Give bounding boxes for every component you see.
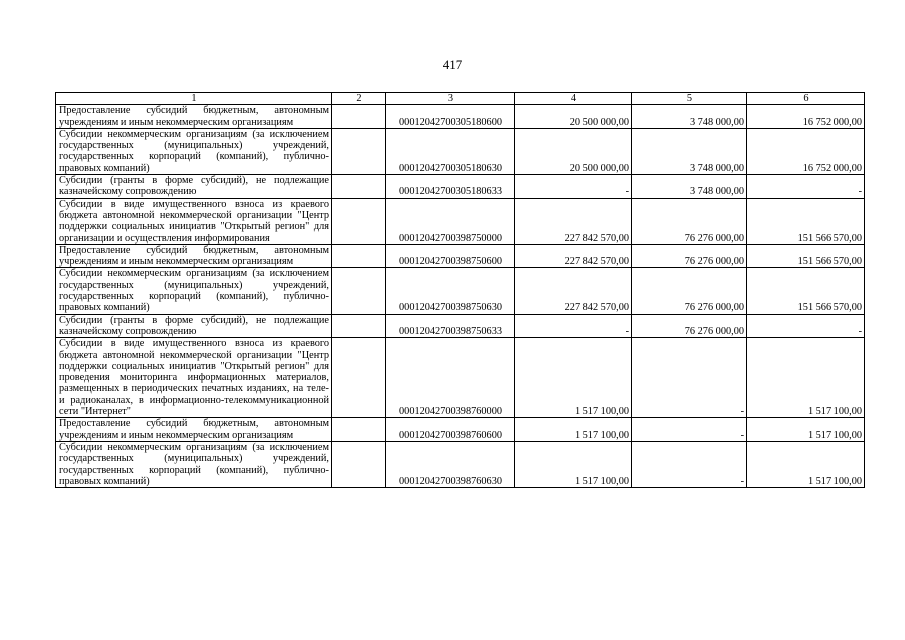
row-value5-cell: - (632, 338, 747, 418)
row-name-cell: Предоставление субсидий бюджетным, автономным учреждениям и иным некоммерческим организациям (56, 105, 332, 129)
row-value6-cell: 1 517 100,00 (747, 338, 865, 418)
row-col2-cell (332, 198, 386, 244)
row-code-cell: 00012042700398750600 (386, 244, 515, 268)
row-code-cell: 00012042700305180633 (386, 175, 515, 199)
row-value6-cell: 16 752 000,00 (747, 105, 865, 129)
row-name-cell: Субсидии в виде имущественного взноса из краевого бюджета автономной некоммерческой организации "Центр поддержки социальных инициатив "Открытый регион" для проведения мониторинга информационных материалов, размещенных в периодических печатных изданиях, на теле- и радиоканалах, в информационно-телекоммуникационной сети "Интернет" (56, 338, 332, 418)
row-value6-cell: - (747, 175, 865, 199)
row-value4-cell: 20 500 000,00 (515, 105, 632, 129)
row-name-cell: Субсидии в виде имущественного взноса из краевого бюджета автономной некоммерческой организации "Центр поддержки социальных инициатив "Открытый регион" для организации и осуществления информирования (56, 198, 332, 244)
row-value4-cell: 20 500 000,00 (515, 128, 632, 174)
row-value4-cell: 227 842 570,00 (515, 244, 632, 268)
row-code-cell: 00012042700398750633 (386, 314, 515, 338)
row-col2-cell (332, 268, 386, 314)
table-row (56, 418, 865, 442)
row-code-cell: 00012042700398750630 (386, 268, 515, 314)
row-name-cell: Предоставление субсидий бюджетным, автономным учреждениям и иным некоммерческим организациям (56, 418, 332, 442)
column-header-6: 6 (747, 93, 865, 105)
row-col2-cell (332, 441, 386, 487)
row-name-cell: Субсидии некоммерческим организациям (за исключением государственных (муниципальных) учреждений, государственных корпораций (компаний), публично-правовых компаний) (56, 441, 332, 487)
row-value5-cell: 3 748 000,00 (632, 128, 747, 174)
table-row (56, 244, 865, 268)
row-value5-cell: 76 276 000,00 (632, 244, 747, 268)
column-header-3: 3 (386, 93, 515, 105)
row-code-cell: 00012042700305180600 (386, 105, 515, 129)
row-name-cell: Субсидии некоммерческим организациям (за исключением государственных (муниципальных) учреждений, государственных корпораций (компаний), публично-правовых компаний) (56, 128, 332, 174)
row-value6-cell: 151 566 570,00 (747, 244, 865, 268)
row-col2-cell (332, 338, 386, 418)
column-header-5: 5 (632, 93, 747, 105)
table-row (56, 175, 865, 199)
row-name-cell: Субсидии (гранты в форме субсидий), не подлежащие казначейскому сопровождению (56, 175, 332, 199)
row-value5-cell: 76 276 000,00 (632, 314, 747, 338)
row-code-cell: 00012042700398760630 (386, 441, 515, 487)
row-value4-cell: 227 842 570,00 (515, 198, 632, 244)
row-value6-cell: 1 517 100,00 (747, 418, 865, 442)
row-value5-cell: 76 276 000,00 (632, 198, 747, 244)
table-row (56, 338, 865, 418)
row-code-cell: 00012042700398760600 (386, 418, 515, 442)
row-col2-cell (332, 105, 386, 129)
table-header-row (56, 93, 865, 105)
table-row (56, 198, 865, 244)
row-value6-cell: 151 566 570,00 (747, 198, 865, 244)
row-col2-cell (332, 418, 386, 442)
page-number: 417 (442, 57, 463, 72)
row-name-cell: Субсидии некоммерческим организациям (за исключением государственных (муниципальных) учреждений, государственных корпораций (компаний), публично-правовых компаний) (56, 268, 332, 314)
row-value4-cell: - (515, 175, 632, 199)
column-header-4: 4 (515, 93, 632, 105)
table-row (56, 314, 865, 338)
table-row (56, 268, 865, 314)
row-name-cell: Субсидии (гранты в форме субсидий), не подлежащие казначейскому сопровождению (56, 314, 332, 338)
table-row (56, 128, 865, 174)
row-value4-cell: - (515, 314, 632, 338)
row-value6-cell: 16 752 000,00 (747, 128, 865, 174)
row-value4-cell: 1 517 100,00 (515, 338, 632, 418)
row-value6-cell: 151 566 570,00 (747, 268, 865, 314)
row-value4-cell: 1 517 100,00 (515, 441, 632, 487)
row-col2-cell (332, 128, 386, 174)
table-row (56, 105, 865, 129)
column-header-2: 2 (332, 93, 386, 105)
row-value4-cell: 227 842 570,00 (515, 268, 632, 314)
column-header-1: 1 (56, 93, 332, 105)
row-value6-cell: - (747, 314, 865, 338)
row-code-cell: 00012042700305180630 (386, 128, 515, 174)
row-code-cell: 00012042700398760000 (386, 338, 515, 418)
row-name-cell: Предоставление субсидий бюджетным, автономным учреждениям и иным некоммерческим организациям (56, 244, 332, 268)
row-value5-cell: 76 276 000,00 (632, 268, 747, 314)
row-value5-cell: - (632, 418, 747, 442)
budget-table (55, 92, 865, 488)
row-value5-cell: 3 748 000,00 (632, 175, 747, 199)
row-value5-cell: - (632, 441, 747, 487)
row-code-cell: 00012042700398750000 (386, 198, 515, 244)
row-col2-cell (332, 175, 386, 199)
row-value5-cell: 3 748 000,00 (632, 105, 747, 129)
row-value6-cell: 1 517 100,00 (747, 441, 865, 487)
row-col2-cell (332, 244, 386, 268)
table-row (56, 441, 865, 487)
row-col2-cell (332, 314, 386, 338)
row-value4-cell: 1 517 100,00 (515, 418, 632, 442)
